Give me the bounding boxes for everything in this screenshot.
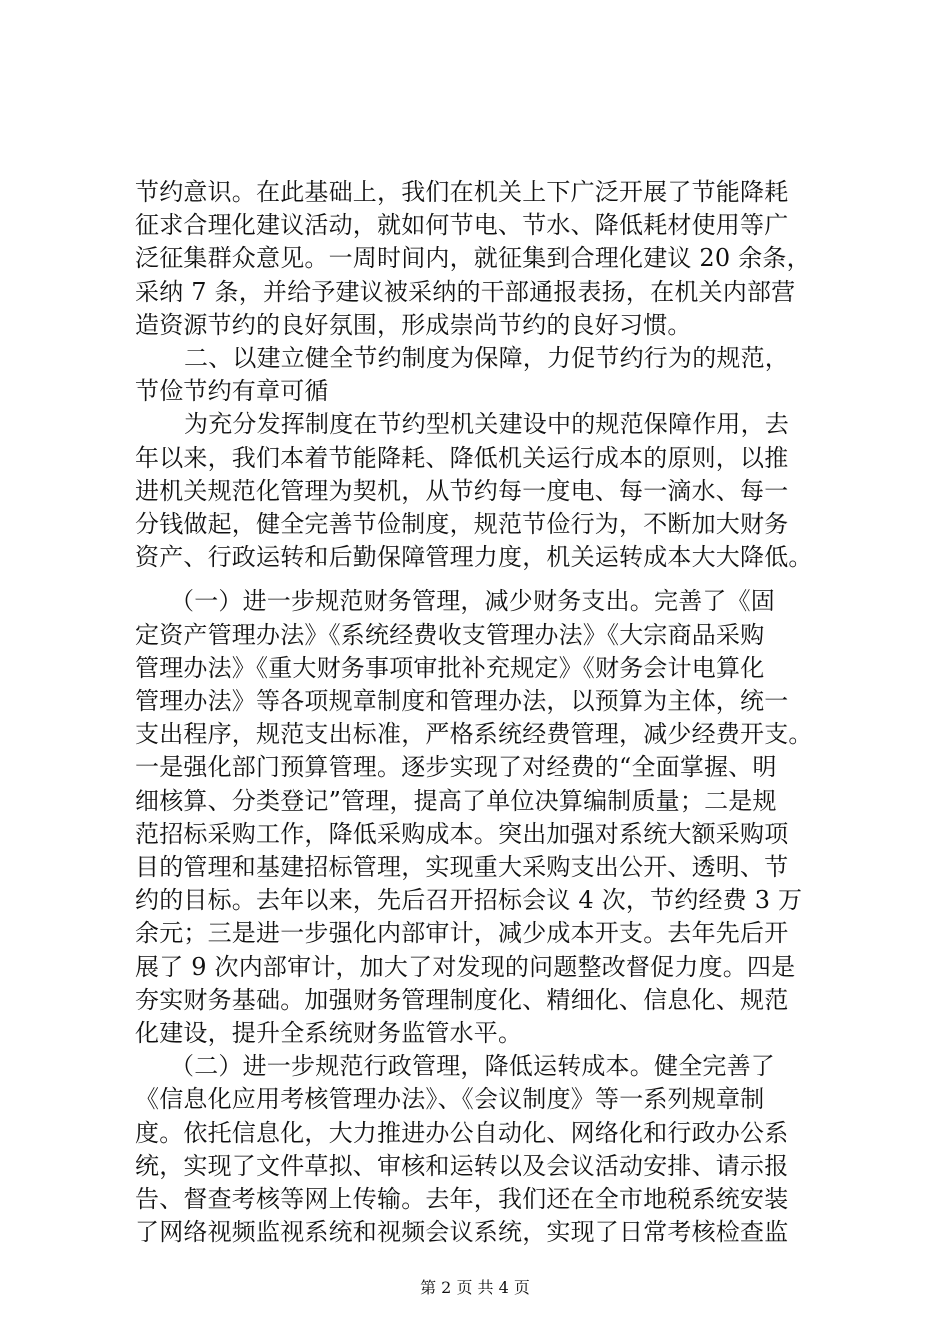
text-line: （一）进一步规范财务管理，减少财务支出。完善了《固: [170, 587, 775, 615]
text-line: 造资源节约的良好氛围，形成崇尚节约的良好习惯。: [135, 311, 692, 339]
text-line: 一是强化部门预算管理。逐步实现了对经费的“全面掌握、明: [135, 753, 777, 781]
text-line: 征求合理化建议活动，就如何节电、节水、降低耗材使用等广: [135, 211, 789, 239]
text-line: 资产、行政运转和后勤保障管理力度，机关运转成本大大降低。: [135, 543, 813, 571]
text-line: 《信息化应用考核管理办法》、《会议制度》等一系列规章制: [135, 1085, 765, 1113]
text-line: 度。依托信息化，大力推进办公自动化、网络化和行政办公系: [135, 1119, 789, 1147]
text-line: 管理办法》等各项规章制度和管理办法，以预算为主体，统一: [135, 687, 789, 715]
text-line: 余元；三是进一步强化内部审计，减少成本开支。去年先后开: [135, 919, 789, 947]
text-line: 夯实财务基础。加强财务管理制度化、精细化、信息化、规范: [135, 986, 789, 1014]
text-line: 化建设，提升全系统财务监管水平。: [135, 1019, 523, 1047]
section-heading: 二、以建立健全节约制度为保障，力促节约行为的规范，: [184, 344, 789, 372]
text-line: 目的管理和基建招标管理，实现重大采购支出公开、透明、节: [135, 853, 789, 881]
text-line: 定资产管理办法》《系统经费收支管理办法》《大宗商品采购: [135, 621, 765, 649]
text-line: 泛征集群众意见。一周时间内，就征集到合理化建议 20 余条，: [135, 244, 811, 272]
text-line: 分钱做起，健全完善节俭制度，规范节俭行为，不断加大财务: [135, 510, 789, 538]
text-line: 统，实现了文件草拟、审核和运转以及会议活动安排、请示报: [135, 1152, 789, 1180]
text-line: 细核算、分类登记”管理，提高了单位决算编制质量；二是规: [135, 787, 777, 815]
text-line: 展了 9 次内部审计，加大了对发现的问题整改督促力度。四是: [135, 953, 796, 981]
text-line: （二）进一步规范行政管理，降低运转成本。健全完善了: [170, 1052, 775, 1080]
text-line: 进机关规范化管理为契机，从节约每一度电、每一滴水、每一: [135, 477, 789, 505]
text-line: 年以来，我们本着节能降耗、降低机关运行成本的原则，以推: [135, 444, 789, 472]
text-line: 了网络视频监视系统和视频会议系统，实现了日常考核检查监: [135, 1218, 789, 1246]
section-heading: 节俭节约有章可循: [135, 377, 329, 405]
text-line: 告、督查考核等网上传输。去年，我们还在全市地税系统安装: [135, 1185, 789, 1213]
text-line: 约的目标。去年以来，先后召开招标会议 4 次，节约经费 3 万: [135, 886, 803, 914]
text-line: 管理办法》《重大财务事项审批补充规定》《财务会计电算化: [135, 654, 765, 682]
text-line: 为充分发挥制度在节约型机关建设中的规范保障作用，去: [184, 410, 789, 438]
text-line: 支出程序，规范支出标准，严格系统经费管理，减少经费开支。: [135, 720, 813, 748]
page-number-footer: 第 2 页 共 4 页: [420, 1278, 530, 1297]
text-line: 采纳 7 条，并给予建议被采纳的干部通报表扬，在机关内部营: [135, 278, 796, 306]
text-line: 范招标采购工作，降低采购成本。突出加强对系统大额采购项: [135, 820, 789, 848]
text-line: 节约意识。在此基础上，我们在机关上下广泛开展了节能降耗: [135, 178, 789, 206]
